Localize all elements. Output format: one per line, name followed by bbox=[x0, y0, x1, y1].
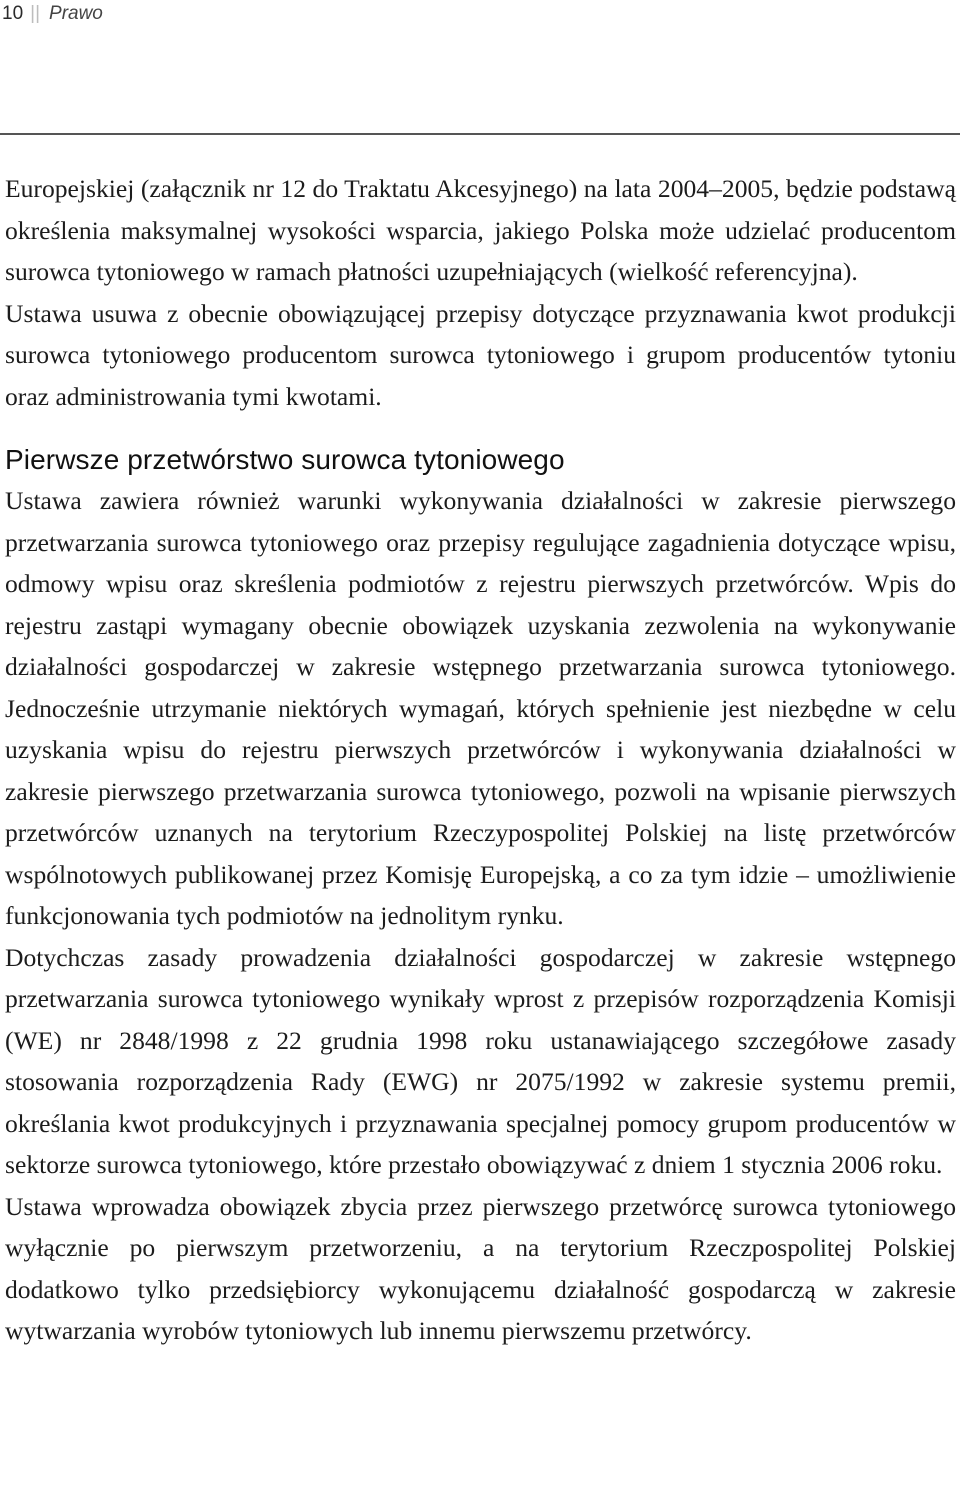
section-paragraph: Ustawa wprowadza obowiązek zbycia przez pierwszego przetwórcę surowca tytoniowego wyłącznie po pierwszym przetworzeniu, a na terytorium Rzeczpospolitej Polskiej dodatkowo tylko przedsiębiorcy wykonującemu działalność gospodarczą w zakresie wytwarzania wyrobów tytoniowych lub innemu pierwszemu przetwórcy. bbox=[5, 1191, 956, 1345]
section-paragraph: Dotychczas zasady prowadzenia działalności gospodarczej w zakresie wstępnego przetwarzania surowca tytoniowego wynikały wprost z przepisów rozporządzenia Komisji (WE) nr 2848/1998 z 22 grudnia 1998 roku ustanawiającego szczegółowe zasady stosowania rozporządzenia Rady (EWG) nr 2075/1992 w zakresie systemu premii, określania kwot produkcyjnych i przyznawania specjalnej pomocy grupom producentów w sektorze surowca tytoniowego, które przestało obowiązywać z dniem 1 stycznia 2006 roku. bbox=[5, 942, 956, 1179]
page-body bbox=[5, 168, 956, 1352]
section-heading: Pierwsze przetwórstwo surowca tytoniowego bbox=[5, 444, 565, 475]
running-header bbox=[0, 0, 103, 28]
intro-paragraph: Europejskiej (załącznik nr 12 do Traktatu Akcesyjnego) na lata 2004–2005, będzie podstawą określenia maksymalnej wysokości wsparcia, jakiego Polska może udzielać producentom surowca tytoniowego w ramach płatności uzupełniających (wielkość referencyjna). bbox=[5, 174, 956, 286]
header-rule bbox=[0, 133, 960, 135]
intro-paragraph: Ustawa usuwa z obecnie obowiązującej przepisy dotyczące przyznawania kwot produkcji surowca tytoniowego producentom surowca tytoniowego i grupom producentów tytoniu oraz administrowania tymi kwotami. bbox=[5, 298, 956, 411]
running-section-title: Prawo bbox=[49, 3, 103, 24]
section-paragraph: Ustawa zawiera również warunki wykonywania działalności w zakresie pierwszego przetwarzania surowca tytoniowego oraz przepisy regulujące zagadnienia dotyczące wpisu, odmowy wpisu oraz skreślenia podmiotów z rejestru pierwszych przetwórców. Wpis do rejestru zastąpi wymagany obecnie obowiązek uzyskania zezwolenia na wykonywanie działalności gospodarczej w zakresie wstępnego przetwarzania surowca tytoniowego. Jednocześnie utrzymanie niektórych wymagań, których spełnienie jest niezbędne w celu uzyskania wpisu do rejestru pierwszych przetwórców i wykonywania działalności w zakresie pierwszego przetwarzania surowca tytoniowego, pozwoli na wpisanie pierwszych przetwórców uznanych na terytorium Rzeczypospolitej Polskiej na listę przetwórców wspólnotowych publikowanej przez Komisję Europejską, a co za tym idzie – umożliwienie funkcjonowania tych podmiotów na jednolitym rynku. bbox=[5, 486, 956, 930]
page-number: 10 bbox=[2, 3, 24, 24]
header-separator: || bbox=[30, 3, 41, 24]
